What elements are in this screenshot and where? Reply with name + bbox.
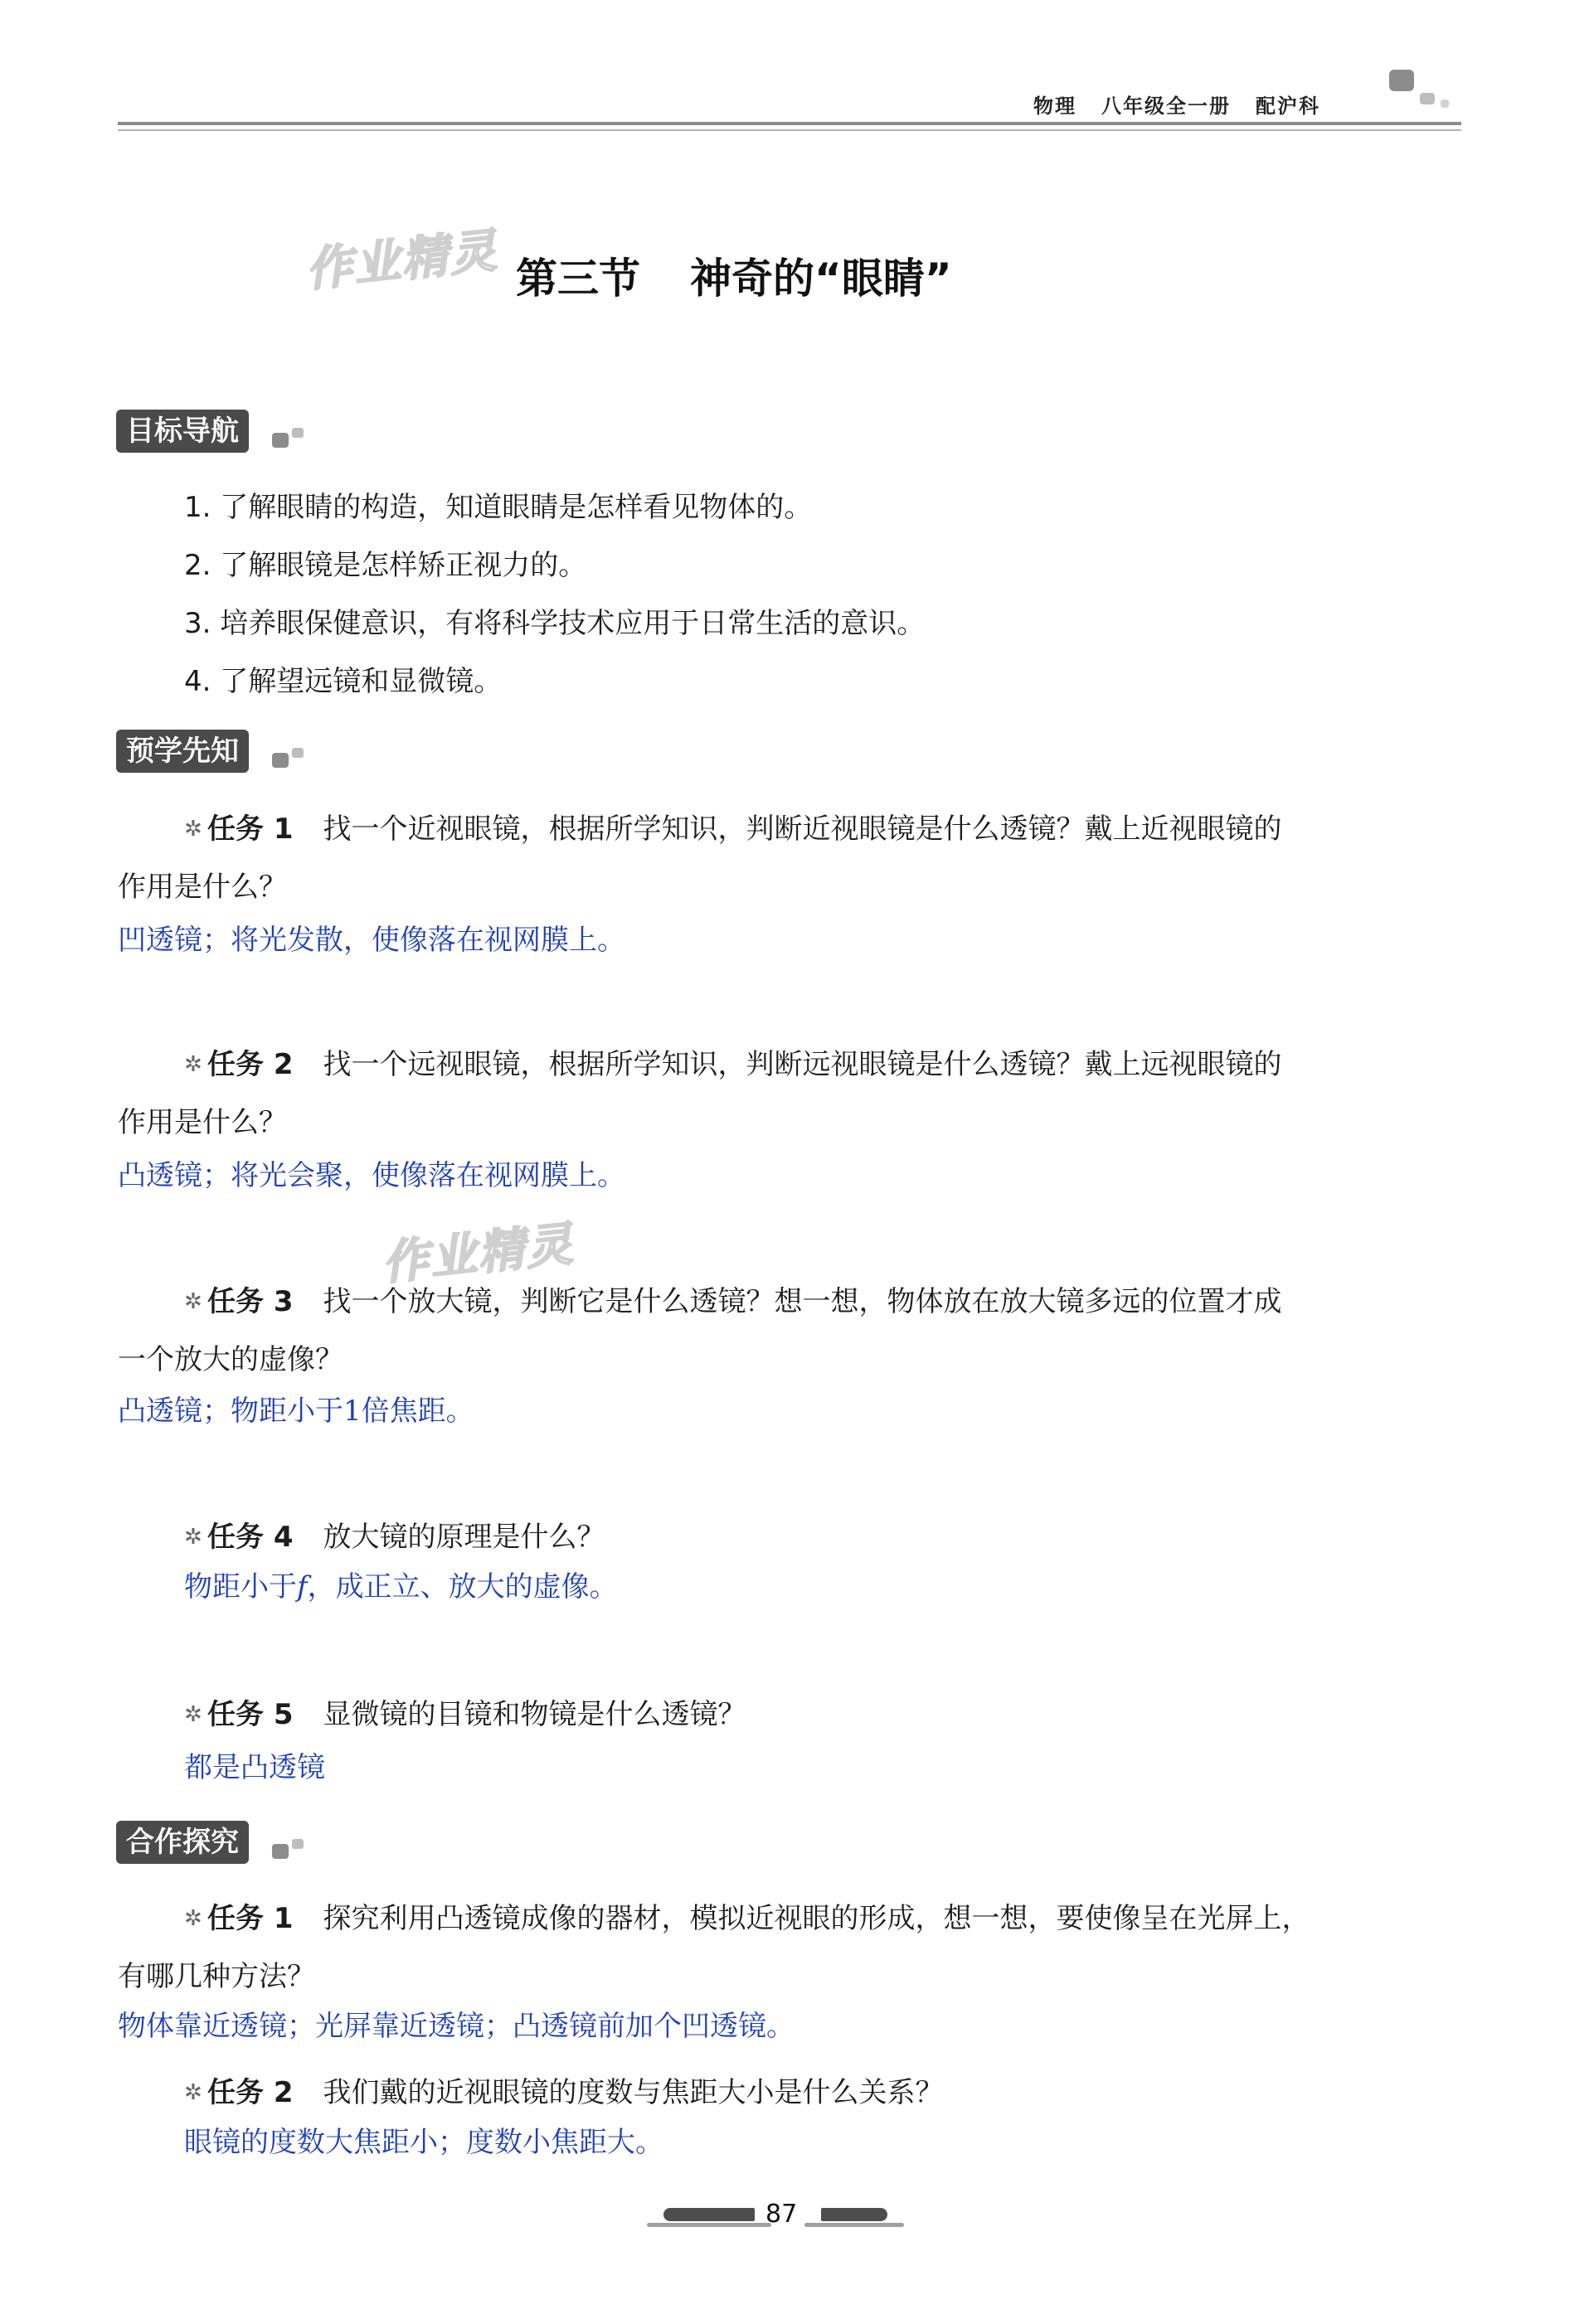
- answer-text: 物距小于: [184, 1570, 297, 1604]
- task-label: 任务 2: [207, 2076, 294, 2109]
- header-decoration: [1441, 99, 1449, 108]
- task-question: [184, 1278, 1282, 1319]
- task-text-continued: 一个放大的虚像？: [118, 1343, 343, 1376]
- footer-decoration: [647, 2223, 771, 2227]
- page-number: 87: [765, 2200, 798, 2229]
- task-question: [184, 1514, 605, 1555]
- watermark: 作业精灵: [379, 1217, 577, 1291]
- task-text: 我们戴的近视眼镜的度数与焦距大小是什么关系？: [323, 2076, 944, 2109]
- star-icon: ✲: [184, 2080, 202, 2105]
- header-rule: [118, 122, 1461, 125]
- watermark: 作业精灵: [303, 224, 501, 298]
- objective-item: 2. 了解眼镜是怎样矫正视力的。: [184, 549, 587, 582]
- section-name: 神奇的“眼睛”: [690, 255, 952, 303]
- task-label: 任务 3: [207, 1285, 294, 1318]
- task-text-continued: 作用是什么？: [118, 1106, 287, 1139]
- task-answer: 眼镜的度数大焦距小；度数小焦距大。: [184, 2126, 663, 2159]
- task-answer: [184, 1564, 618, 1604]
- section-number: 第三节: [516, 255, 640, 303]
- task-question: [184, 2069, 944, 2110]
- tag-decoration: [292, 748, 304, 758]
- task-text: 找一个近视眼镜，根据所学知识，判断近视眼镜是什么透镜？戴上近视眼镜的: [323, 813, 1282, 846]
- star-icon: ✲: [184, 1525, 202, 1550]
- objective-item: 4. 了解望远镜和显微镜。: [184, 665, 503, 698]
- task-question: [184, 1041, 1282, 1082]
- header-decoration: [1420, 93, 1435, 104]
- task-answer: 凸透镜；物距小于1倍焦距。: [118, 1395, 474, 1428]
- star-icon: ✲: [184, 1906, 202, 1931]
- task-text: 放大镜的原理是什么？: [323, 1521, 605, 1554]
- tag-decoration: [292, 1839, 304, 1849]
- objective-item: 1. 了解眼睛的构造，知道眼睛是怎样看见物体的。: [184, 491, 813, 524]
- task-question: [184, 806, 1282, 847]
- task-text: 探究利用凸透镜成像的器材，模拟近视眼的形成，想一想，要使像呈在光屏上，: [323, 1902, 1310, 1935]
- task-text-continued: 有哪几种方法？: [118, 1960, 315, 1993]
- task-label: 任务 5: [207, 1698, 294, 1731]
- running-header: [1033, 90, 1320, 119]
- task-text: 找一个远视眼镜，根据所学知识，判断远视眼镜是什么透镜？戴上远视眼镜的: [323, 1048, 1282, 1081]
- task-label: 任务 2: [207, 1048, 294, 1081]
- task-label: 任务 1: [207, 813, 294, 846]
- footer-decoration: [663, 2208, 755, 2221]
- header-decoration: [1389, 70, 1414, 91]
- star-icon: ✲: [184, 1052, 202, 1077]
- star-icon: ✲: [184, 1289, 202, 1314]
- header-grade: 八年级全一册: [1101, 95, 1231, 118]
- task-answer: 物体靠近透镜；光屏靠近透镜；凸透镜前加个凹透镜。: [118, 2010, 795, 2043]
- objectives-tag: 目标导航: [116, 410, 249, 453]
- tag-decoration: [272, 753, 289, 768]
- header-rule: [118, 129, 1461, 131]
- task-answer: 凸透镜；将光会聚，使像落在视网膜上。: [118, 1159, 625, 1192]
- star-icon: ✲: [184, 817, 202, 842]
- task-question: [184, 1895, 1310, 1936]
- task-text: 找一个放大镜，判断它是什么透镜？想一想，物体放在放大镜多远的位置才成: [323, 1285, 1282, 1318]
- task-label: 任务 4: [207, 1521, 294, 1554]
- page-title: [516, 245, 952, 305]
- header-subject: 物理: [1033, 95, 1076, 118]
- footer-decoration: [821, 2208, 887, 2221]
- answer-text: ，成正立、放大的虚像。: [307, 1570, 618, 1604]
- task-label: 任务 1: [207, 1902, 294, 1935]
- header-edition: 配沪科: [1256, 95, 1320, 118]
- task-text: 显微镜的目镜和物镜是什么透镜？: [323, 1698, 746, 1731]
- task-answer: 都是凸透镜: [184, 1751, 325, 1784]
- preview-tag: 预学先知: [116, 730, 249, 773]
- objective-item: 3. 培养眼保健意识，有将科学技术应用于日常生活的意识。: [184, 607, 926, 640]
- star-icon: ✲: [184, 1702, 202, 1727]
- task-text-continued: 作用是什么？: [118, 871, 287, 904]
- tag-decoration: [292, 428, 304, 438]
- explore-tag: 合作探究: [116, 1821, 249, 1864]
- tag-decoration: [272, 433, 289, 448]
- answer-variable: f: [297, 1570, 308, 1604]
- task-answer: 凹透镜；将光发散，使像落在视网膜上。: [118, 924, 625, 957]
- task-question: [184, 1691, 746, 1732]
- footer-decoration: [804, 2223, 904, 2227]
- tag-decoration: [272, 1844, 289, 1859]
